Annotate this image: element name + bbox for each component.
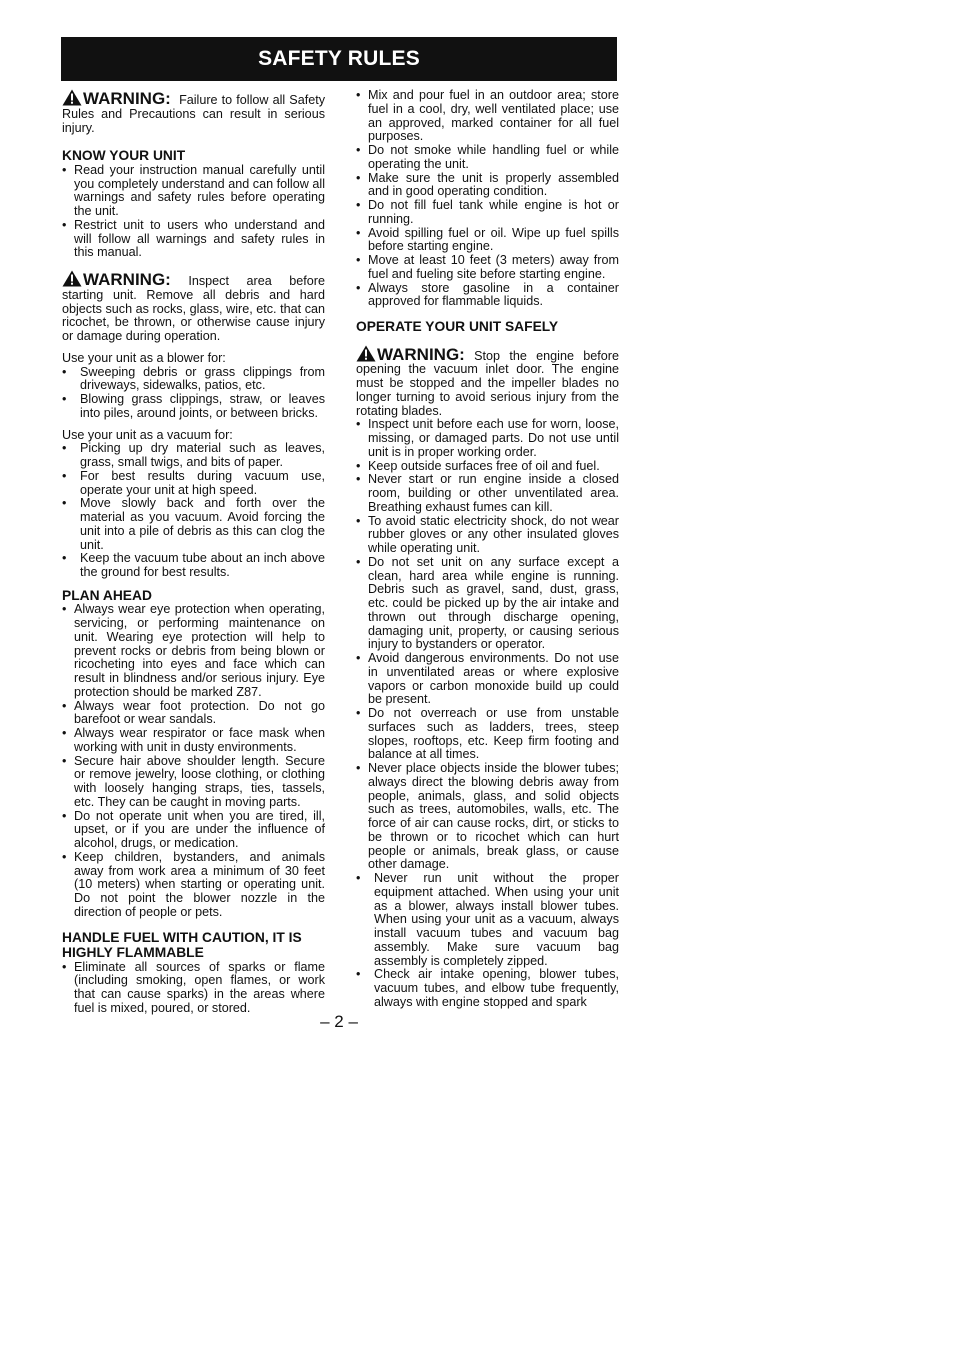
list-item: • Move at least 10 feet (3 meters) away from fuel and fueling site before starting engine. xyxy=(356,254,619,282)
warning-block xyxy=(62,270,325,344)
list-item: • Always wear foot protection. Do not go barefoot or wear sandals. xyxy=(62,700,325,728)
fuel-list-continued xyxy=(356,89,619,309)
know-unit-list xyxy=(62,164,325,260)
list-item: • Never place objects inside the blower tubes; always direct the blowing debris away from people, animals, glass, and solid objects such as trees, automobiles, walls, etc. The force of air can cause rocks, dirt, or sticks to be thrown or to ricochet which can hurt people or animals, break glass, or cause other damage. xyxy=(356,762,619,872)
warning-triangle-icon xyxy=(62,89,82,106)
fuel-list xyxy=(62,961,325,1016)
list-item: • Inspect unit before each use for worn, loose, missing, or damaged parts. Do not use until unit is in proper working order. xyxy=(356,418,619,459)
list-item: • Do not operate unit when you are tired, ill, upset, or if you are under the influence of alcohol, drugs, or medication. xyxy=(62,810,325,851)
list-item: • For best results during vacuum use, operate your unit at high speed. xyxy=(62,470,325,498)
list-item: • Keep children, bystanders, and animals away from work area a minimum of 30 feet (10 meters) when starting or operating unit. Do not point the blower nozzle in the direction of people or pets. xyxy=(62,851,325,920)
list-item: • Mix and pour fuel in an outdoor area; store fuel in a cool, dry, well ventilated place; use an approved, marked container for all fuel purposes. xyxy=(356,89,619,144)
list-item: • Do not fill fuel tank while engine is hot or running. xyxy=(356,199,619,227)
list-item: • Keep the vacuum tube about an inch above the ground for best results. xyxy=(62,552,325,580)
list-item: • Read your instruction manual carefully until you completely understand and can follow all warnings and safety rules before operating the unit. xyxy=(62,164,325,219)
warning-label: WARNING: xyxy=(377,344,465,364)
blower-list xyxy=(62,366,325,421)
list-item: • Check air intake opening, blower tubes, vacuum tubes, and elbow tube frequently, always with engine stopped and spark xyxy=(356,968,619,1009)
list-item: • Secure hair above shoulder length. Secure or remove jewelry, loose clothing, or clothing with loosely hanging straps, ties, tassels, etc. They can be caught in moving parts. xyxy=(62,755,325,810)
warning-triangle-icon xyxy=(356,345,376,362)
list-item: • To avoid static electricity shock, do not wear rubber gloves or any other insulated gloves while operating unit. xyxy=(356,515,619,556)
vacuum-list xyxy=(62,442,325,580)
list-item: • Avoid spilling fuel or oil. Wipe up fuel spills before starting engine. xyxy=(356,227,619,255)
page-title: SAFETY RULES xyxy=(258,47,420,70)
warning-text: Failure to follow all Safety Rules and Precautions can result in serious injury. xyxy=(62,93,326,135)
list-item: • Avoid dangerous environments. Do not use in unventilated areas or where explosive vapors or carbon monoxide build up could be present. xyxy=(356,652,619,707)
list-item: • Keep outside surfaces free of oil and fuel. xyxy=(356,460,619,474)
section-heading-know-your-unit: KNOW YOUR UNIT xyxy=(62,148,186,164)
warning-label: WARNING: xyxy=(83,270,171,289)
operate-list xyxy=(356,418,619,1009)
blower-intro: Use your unit as a blower for: xyxy=(62,350,226,365)
warning-text: Stop the engine before opening the vacuum inlet door. The engine must be stopped and the impeller blades no longer turning to avoid serious injury from the rotating blades. xyxy=(356,348,619,418)
warning-triangle-icon xyxy=(62,270,82,287)
list-item: • Restrict unit to users who understand and will follow all warnings and safety rules in this manual. xyxy=(62,219,325,260)
plan-ahead-list xyxy=(62,603,325,919)
list-item: • Eliminate all sources of sparks or flame (including smoking, open flames, or work that can cause sparks) in the areas where fuel is mixed, poured, or stored. xyxy=(62,961,325,1016)
warning-block xyxy=(62,89,325,135)
list-item: • Sweeping debris or grass clippings from driveways, sidewalks, patios, etc. xyxy=(62,366,325,394)
left-column xyxy=(62,89,325,1016)
section-heading-plan-ahead: PLAN AHEAD xyxy=(62,587,152,603)
vacuum-intro: Use your unit as a vacuum for: xyxy=(62,427,233,442)
warning-block xyxy=(356,345,619,419)
warning-label: WARNING: xyxy=(83,89,171,108)
list-item: • Do not overreach or use from unstable surfaces such as ladders, trees, steep slopes, rooftops, etc. Keep firm footing and balance at all times. xyxy=(356,707,619,762)
list-item: • Never start or run engine inside a closed room, building or other unventilated area. Breathing exhaust fumes can kill. xyxy=(356,473,619,514)
warning-text: Inspect area before starting unit. Remove all debris and hard objects such as rocks, glass, wire, etc. that can ricochet, be thrown, or otherwise cause injury or damage during operation. xyxy=(62,274,325,343)
right-column xyxy=(356,89,619,1010)
section-banner xyxy=(61,37,617,81)
list-item: • Make sure the unit is properly assembled and in good operating condition. xyxy=(356,172,619,200)
list-item: • Picking up dry material such as leaves, grass, small twigs, and bits of paper. xyxy=(62,442,325,470)
list-item: • Never run unit without the proper equipment attached. When using your unit as a blower, always install blower tubes. When using your unit as a vacuum, always install vacuum tubes and vacuum bag assembly. Make sure vacuum bag assembly is completely zipped. xyxy=(356,872,619,968)
list-item: • Do not smoke while handling fuel or while operating the unit. xyxy=(356,144,619,172)
list-item: • Blowing grass clippings, straw, or leaves into piles, around joints, or between bricks. xyxy=(62,393,325,421)
section-heading-operate-safely: OPERATE YOUR UNIT SAFELY xyxy=(356,319,559,334)
list-item: • Move slowly back and forth over the material as you vacuum. Avoid forcing the unit into a pile of debris as this can clog the unit. xyxy=(62,497,325,552)
list-item: • Always store gasoline in a container approved for flammable liquids. xyxy=(356,282,619,310)
section-heading-handle-fuel: HANDLE FUEL WITH CAUTION, IT IS HIGHLY FLAMMABLE xyxy=(62,929,302,960)
list-item: • Always wear eye protection when operating, servicing, or performing maintenance on unit. Wearing eye protection will help to prevent rocks or debris from being blown or ricocheting into eyes and face which can result in blindness and/or serious injury. Eye protection should be marked Z87. xyxy=(62,603,325,699)
page-number: – 2 – xyxy=(320,1012,358,1031)
list-item: • Do not set unit on any surface except a clean, hard area while engine is running. Debris such as gravel, sand, dust, grass, etc. could be picked up by the air intake and thrown out through discharge opening, damaging unit, property, or causing serious injury to bystanders or operator. xyxy=(356,556,619,652)
list-item: • Always wear respirator or face mask when working with unit in dusty environments. xyxy=(62,727,325,755)
